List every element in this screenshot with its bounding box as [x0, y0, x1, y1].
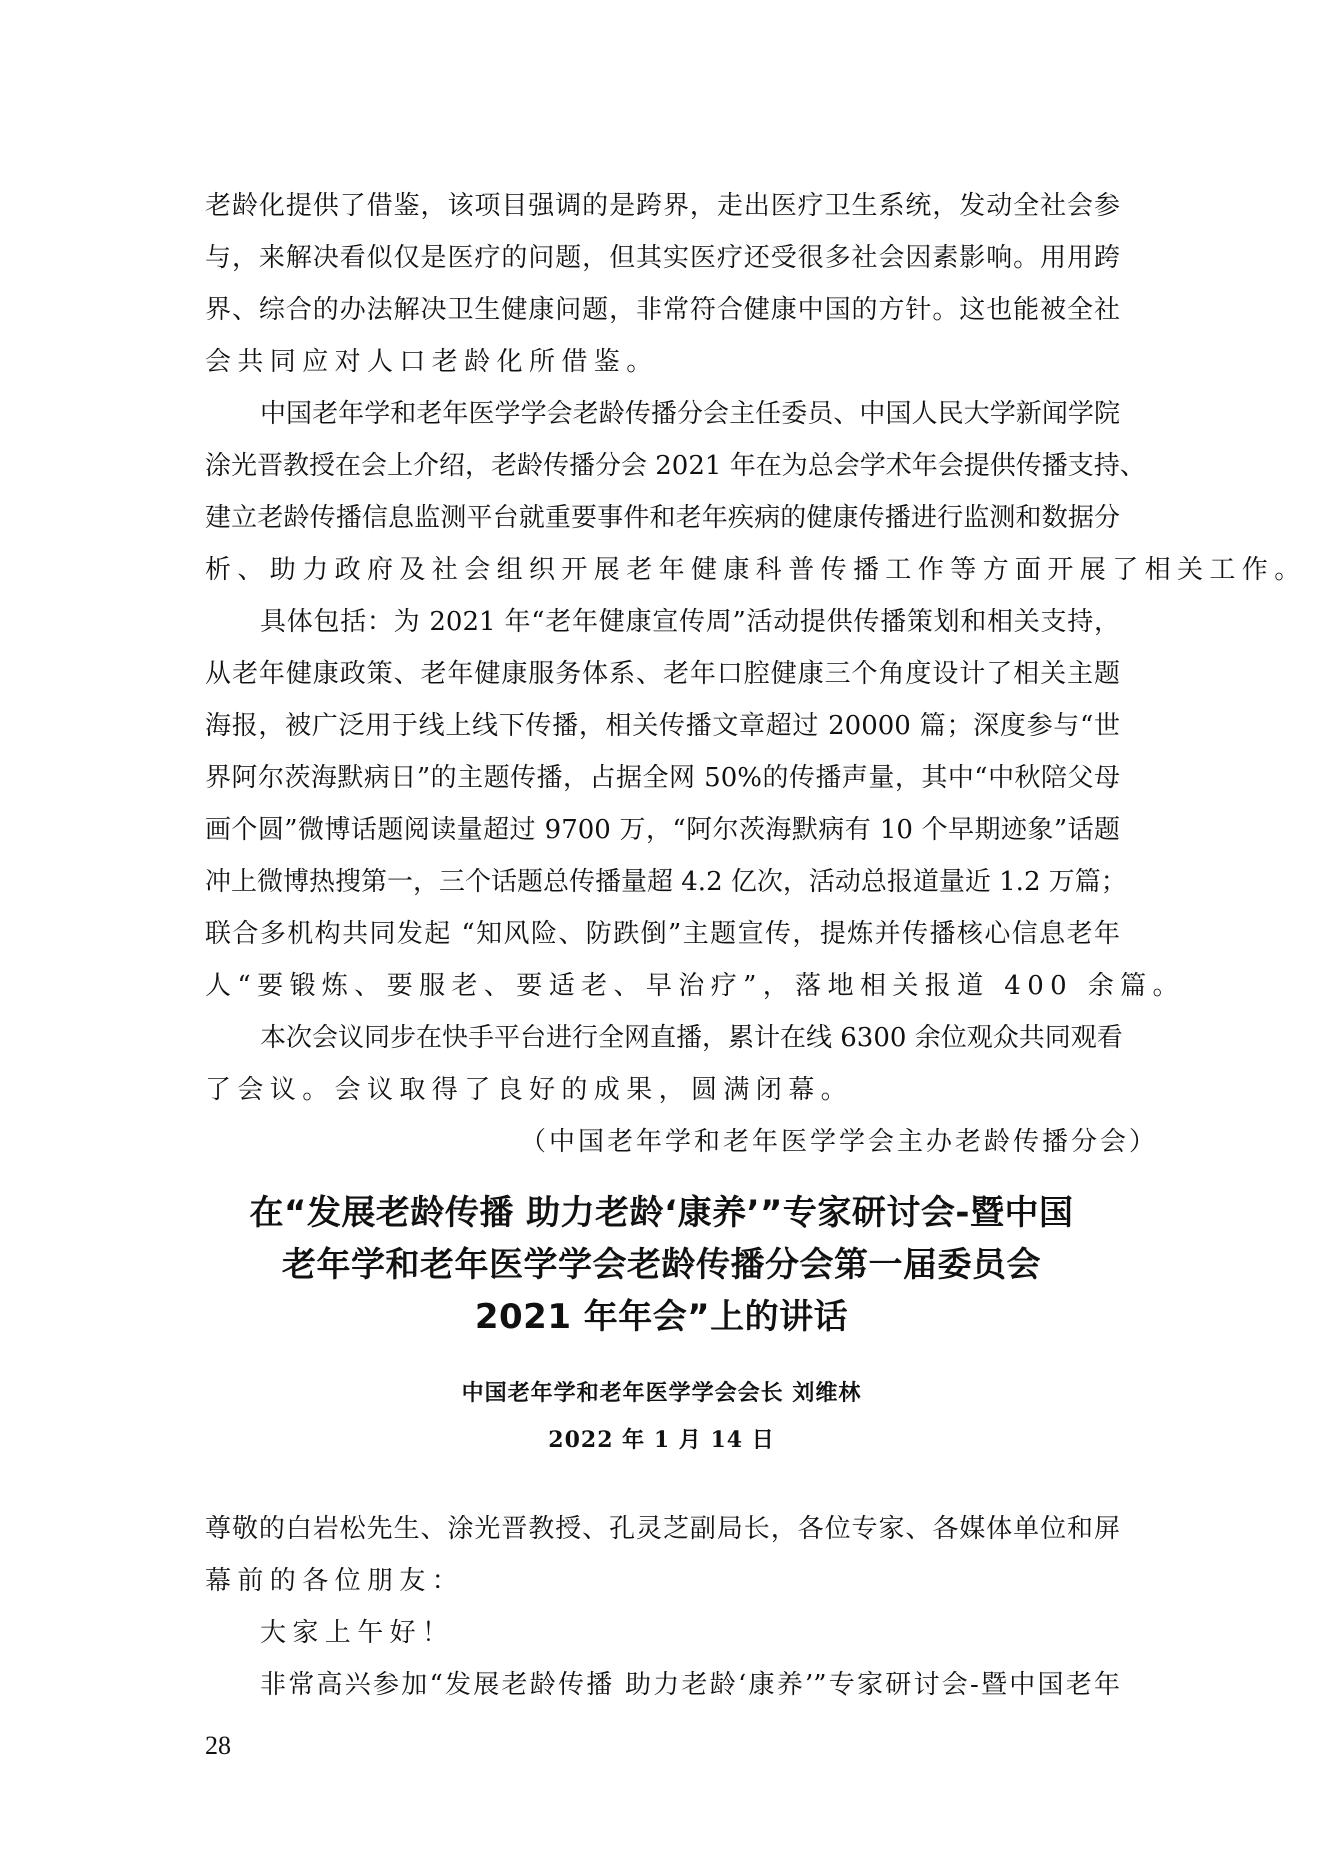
body-text-line: 建立老龄传播信息监测平台就重要事件和老年疾病的健康传播进行监测和数据分: [205, 503, 1120, 533]
body-text-line: 与，来解决看似仅是医疗的问题，但其实医疗还受很多社会因素影响。用用跨: [205, 243, 1120, 273]
body-text-line: 界阿尔茨海默病日”的主题传播，占据全网 50%的传播声量，其中“中秋陪父母: [205, 763, 1120, 793]
body-text-line: 联合多机构共同发起 “知风险、防跌倒”主题宣传，提炼并传播核心信息老年: [205, 919, 1120, 949]
speech-date: 2022 年 1 月 14 日: [548, 1427, 775, 1453]
body-text-line: 中国老年学和老年医学学会老龄传播分会主任委员、中国人民大学新闻学院: [260, 399, 1120, 429]
body-text-line: 海报，被广泛用于线上线下传播，相关传播文章超过 20000 篇；深度参与“世: [205, 711, 1120, 741]
greeting-line: 大家上午好！: [260, 1618, 455, 1648]
body-text-line: 界、综合的办法解决卫生健康问题，非常符合健康中国的方针。这也能被全社: [205, 295, 1120, 325]
body-text-line: 会共同应对人口老龄化所借鉴。: [205, 347, 659, 377]
body-text-line: 具体包括：为 2021 年“老年健康宣传周”活动提供传播策划和相关支持，: [260, 607, 1120, 637]
page-number: 28: [205, 1731, 231, 1760]
speech-title-line-1: 在“发展老龄传播 助力老龄‘康养’”专家研讨会-暨中国: [249, 1193, 1074, 1233]
body-text-line: 本次会议同步在快手平台进行全网直播，累计在线 6300 余位观众共同观看: [260, 1023, 1123, 1053]
body-text-line: 了会议。会议取得了良好的成果，圆满闭幕。: [205, 1075, 854, 1105]
body-text-line: 冲上微博热搜第一，三个话题总传播量超 4.2 亿次，活动总报道量近 1.2 万篇；: [205, 867, 1127, 897]
source-attribution: （中国老年学和老年医学学会主办老龄传播分会）: [520, 1127, 1159, 1157]
speech-opening-line: 非常高兴参加“发展老龄传播 助力老龄‘康养’”专家研讨会-暨中国老年: [260, 1670, 1120, 1700]
body-text-line: 从老年健康政策、老年健康服务体系、老年口腔健康三个角度设计了相关主题: [205, 659, 1120, 689]
salutation-line: 尊敬的白岩松先生、涂光晋教授、孔灵芝副局长，各位专家、各媒体单位和屏: [205, 1514, 1120, 1544]
body-text-line: 老龄化提供了借鉴，该项目强调的是跨界，走出医疗卫生系统，发动全社会参: [205, 191, 1120, 221]
speech-title-line-2: 老年学和老年医学学会老龄传播分会第一届委员会: [282, 1245, 1041, 1285]
speech-author: 中国老年学和老年医学学会会长 刘维林: [461, 1380, 862, 1406]
body-text-line: 析、助力政府及社会组织开展老年健康科普传播工作等方面开展了相关工作。: [205, 555, 1307, 585]
salutation-line: 幕前的各位朋友：: [205, 1566, 465, 1596]
body-text-line: 画个圆”微博话题阅读量超过 9700 万，“阿尔茨海默病有 10 个早期迹象”话题: [205, 815, 1120, 845]
speech-title-line-3: 2021 年年会”上的讲话: [474, 1297, 849, 1337]
body-text-line: 人“要锻炼、要服老、要适老、早治疗”，落地相关报道 400 余篇。: [205, 971, 1185, 1001]
body-text-line: 涂光晋教授在会上介绍，老龄传播分会 2021 年在为总会学术年会提供传播支持、: [205, 451, 1146, 481]
